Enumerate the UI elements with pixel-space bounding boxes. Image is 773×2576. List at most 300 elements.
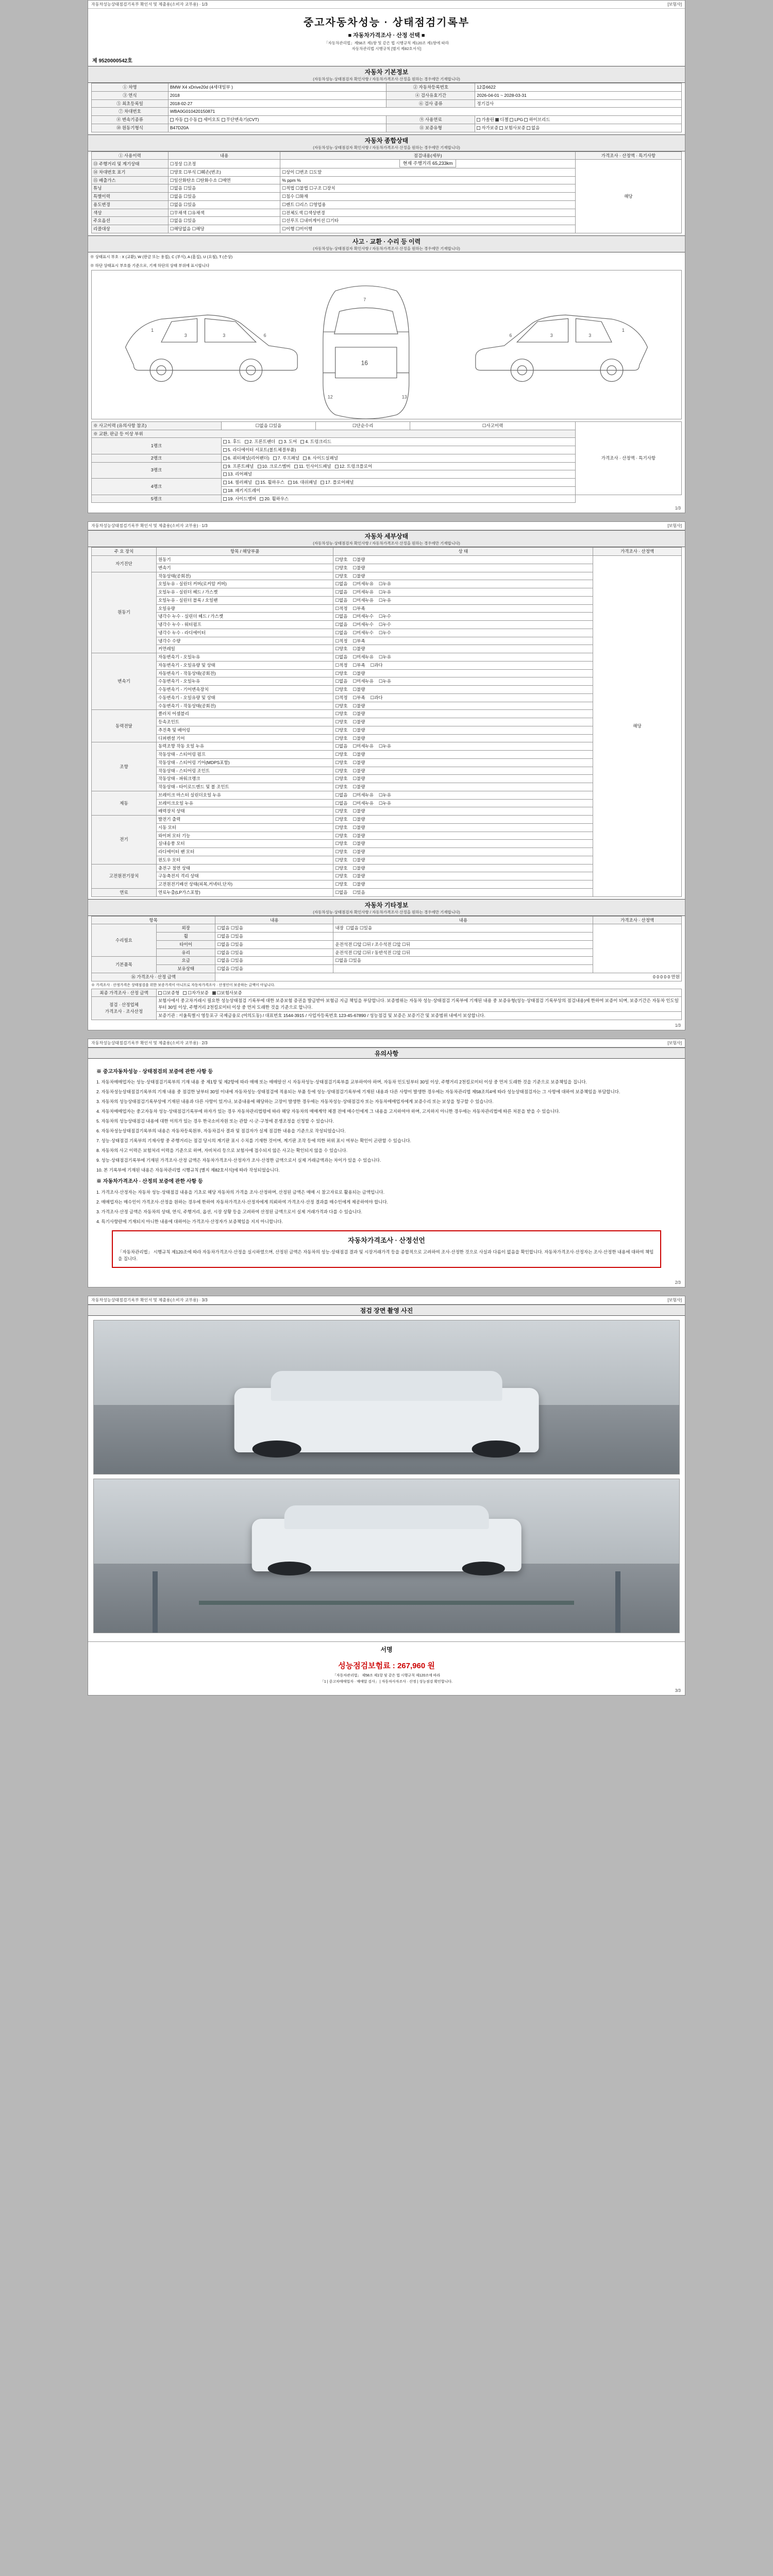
detail-state-option[interactable]: ☐부족 xyxy=(352,694,365,700)
etc-row-0-b[interactable]: ☐없음 ☐있음 xyxy=(215,924,333,933)
detail-state-cell[interactable] xyxy=(333,556,593,564)
detail-state-cell[interactable] xyxy=(333,767,593,775)
detail-part-label: 작동상태(공회전) xyxy=(156,572,333,580)
overall-head-2: 점검내용(세부) xyxy=(280,151,576,160)
basic-row-1-v1: 2018 xyxy=(168,91,386,99)
detail-state-option[interactable]: ☐누유 xyxy=(378,597,391,603)
detail-state-option[interactable]: ☐양호 xyxy=(335,573,348,579)
detail-part-label: 자동변속기 - 작동상태(공회전) xyxy=(156,669,333,677)
detail-part-label: 수동변속기 - 오일유량 및 상태 xyxy=(156,693,333,702)
detail-state-option[interactable]: ☐양호 xyxy=(335,565,348,570)
detail-state-option[interactable]: ☐미세누유 xyxy=(352,597,374,603)
detail-state-option[interactable]: ☐부족 xyxy=(352,605,365,611)
detail-state-option[interactable]: ☐불량 xyxy=(352,882,365,887)
detail-state-cell[interactable] xyxy=(333,840,593,848)
detail-state-option[interactable]: ☐양호 xyxy=(335,670,348,676)
overall-row-1-a[interactable]: ☐양호 ☐부식 ☐훼손(변조) xyxy=(168,168,280,176)
detail-state-option[interactable]: ☐누수 xyxy=(378,630,391,635)
document-header xyxy=(88,9,685,55)
detail-state-option[interactable]: ☐미세누유 xyxy=(352,792,374,798)
overall-row-7-b[interactable]: ☐선루프 ☐내비게이션 ☐기타 xyxy=(280,217,576,225)
detail-part-label: 디퍼렌셜 기어 xyxy=(156,734,333,742)
detail-state-option[interactable]: ☐불량 xyxy=(352,857,365,862)
detail-state-option[interactable]: ☐없음 xyxy=(335,792,348,798)
detail-state-option[interactable]: ☐적정 xyxy=(335,694,348,700)
detail-state-option[interactable]: ☐누유 xyxy=(378,654,391,659)
detail-state-option[interactable]: ☐미세누수 xyxy=(352,614,374,619)
band-detail xyxy=(88,530,685,547)
detail-part-label: 변속기 xyxy=(156,564,333,572)
basic-row-4-l2: ⑨ 사용연료 xyxy=(386,116,475,124)
detail-state-option[interactable]: ☐미세누유 xyxy=(352,679,374,684)
detail-state-cell[interactable] xyxy=(333,864,593,872)
detail-part-label: 작동상태 - 타이로드엔드 및 볼 조인트 xyxy=(156,783,333,791)
lift-column-right xyxy=(615,1571,620,1633)
overall-row-5-b[interactable]: ☐렌트 ☐리스 ☐영업용 xyxy=(280,200,576,209)
overall-row-3-a[interactable]: ☐없음 ☐있음 xyxy=(168,184,280,193)
detail-state-option[interactable]: ☐불량 xyxy=(352,703,365,708)
detail-part-label: 와이퍼 모터 기능 xyxy=(156,832,333,840)
checkbox-part-9[interactable] xyxy=(223,465,227,468)
overall-row-0-a[interactable]: ☐정상 ☐조정 xyxy=(168,160,280,168)
detail-state-option[interactable]: ☐양호 xyxy=(335,833,348,838)
detail-state-option[interactable]: ☐없음 xyxy=(335,581,348,587)
overall-row-2-k: ⑮ 배출가스 xyxy=(92,176,169,184)
detail-state-option[interactable]: ☐누유 xyxy=(378,792,391,798)
basic-row-3-l1: ⑦ 차대번호 xyxy=(92,108,169,116)
checkbox-part-12[interactable] xyxy=(335,465,339,468)
detail-state-cell[interactable] xyxy=(333,872,593,880)
warranty-opts-cell[interactable] xyxy=(156,989,681,997)
detail-part-label: 시동 모터 xyxy=(156,823,333,832)
etc-row-3-b[interactable]: ☐없음 ☐있음 xyxy=(215,948,333,957)
detail-state-cell[interactable] xyxy=(333,832,593,840)
part-label: 17. 플로어패널 xyxy=(325,480,354,485)
detail-state-cell[interactable] xyxy=(333,880,593,889)
detail-state-cell[interactable] xyxy=(333,653,593,662)
table-row xyxy=(92,495,682,503)
detail-state-option[interactable]: ☐양호 xyxy=(335,817,348,822)
detail-state-option[interactable]: ☐불량 xyxy=(352,776,365,782)
detail-state-option[interactable]: ☐불량 xyxy=(352,687,365,692)
checkbox-part-15[interactable] xyxy=(256,481,259,484)
detail-state-option[interactable]: ☐미세누유 xyxy=(352,589,374,595)
detail-state-cell[interactable] xyxy=(333,799,593,807)
part-label: 5. 라디에이터 서포트(볼트체결부품) xyxy=(227,447,296,452)
basic-row-0-v2: 12를6622 xyxy=(475,83,682,92)
detail-state-cell[interactable] xyxy=(333,718,593,726)
detail-part-label: 원동기 xyxy=(156,556,333,564)
detail-state-cell[interactable] xyxy=(333,564,593,572)
detail-state-cell[interactable] xyxy=(333,669,593,677)
etc-head-3: 가격조사 · 산정액 xyxy=(593,916,682,924)
overall-row-8-b[interactable]: ☐이행 ☐미이행 xyxy=(280,225,576,233)
checkbox-part-11[interactable] xyxy=(294,465,298,468)
etc-row-0-c[interactable] xyxy=(333,924,593,933)
detail-state-option[interactable]: ☐불량 xyxy=(352,873,365,879)
detail-state-option[interactable]: ☐양호 xyxy=(335,882,348,887)
detail-state-cell[interactable] xyxy=(333,645,593,653)
overall-row-5-k: 용도변경 xyxy=(92,200,169,209)
checkbox-part-16[interactable] xyxy=(288,481,292,484)
checkbox-part-13[interactable] xyxy=(223,472,227,476)
warranty-opt-label: ☐보증형 xyxy=(162,990,180,995)
detail-state-option[interactable]: ☐불량 xyxy=(352,833,365,838)
etc-wrap xyxy=(88,916,685,1022)
checkbox-part-4[interactable] xyxy=(300,440,304,444)
notice-item-8: 9. 성능·상태점검기록부에 기재된 가격조사·산정 금액은 자동차가격조사·산정자가 조사·산정한 금액으로서 실제 거래금액과는 차이가 있을 수 있습니다. xyxy=(96,1158,381,1163)
detail-state-cell[interactable] xyxy=(333,661,593,669)
address-note-cell: 보증기관 : 서울특별시 영등포구 국제금융로 (여의도동) / 대표번호 1544-3915 / 사업자등록번호 123-45-67890 / 성능점검 및 보증은 보증기간 및 보증범위 내에서 보상합니다. xyxy=(156,1011,681,1020)
table-row xyxy=(92,124,682,132)
detail-state-cell[interactable] xyxy=(333,888,593,896)
checkbox-fuel-lpg[interactable] xyxy=(510,118,513,122)
etc-row-5-c[interactable] xyxy=(333,965,593,973)
part-label: 2. 프론트팬더 xyxy=(249,439,276,445)
detail-state-cell[interactable] xyxy=(333,783,593,791)
overall-row-7-a[interactable]: ☐없음 ☐있음 xyxy=(168,217,280,225)
detail-state-option[interactable]: ☐양호 xyxy=(335,865,348,871)
checkbox-part-18[interactable] xyxy=(223,489,227,493)
checkbox-part-20[interactable] xyxy=(260,497,263,501)
checkbox-part-10[interactable] xyxy=(258,465,261,468)
detail-state-option[interactable]: ☐미세누유 xyxy=(352,743,374,749)
detail-part-label: 오일누유 - 실린더 커버(로커암 커버) xyxy=(156,580,333,588)
notice-item-0: 1. 자동차매매업자는 성능·상태점검기록부의 기재 내용 중 제1항 및 제2항에 따라 매매 또는 매매알선 시 자동차성능·상태점검기록부를 교부하여야 하며, 자동차 인도일부터 30일 이상, 주행거리 2천킬로미터 이상 중 먼저 도래한 것을 기준으로 보증책임을 집니다. xyxy=(96,1079,587,1084)
overall-row-0-k: ⑬ 주행거리 및 계기상태 xyxy=(92,160,169,168)
checkbox-fuel-gasoline[interactable] xyxy=(477,118,480,122)
etc-row-1-b[interactable]: ☐없음 ☐있음 xyxy=(215,933,333,941)
checkbox-part-3[interactable] xyxy=(279,440,282,444)
checkbox-part-2[interactable] xyxy=(245,440,248,444)
checkbox-part-8[interactable] xyxy=(303,456,307,460)
checkbox-part-6[interactable] xyxy=(223,456,227,460)
detail-state-option[interactable]: ☐누유 xyxy=(378,581,391,587)
detail-part-label: 윈도우 모터 xyxy=(156,856,333,864)
detail-state-option[interactable]: ☐미세누유 xyxy=(352,654,374,659)
detail-state-option[interactable]: ☐양호 xyxy=(335,752,348,757)
detail-state-option[interactable]: ☐누유 xyxy=(378,743,391,749)
detail-state-option[interactable]: ☐없음 xyxy=(335,889,348,895)
detail-state-option[interactable]: ☐불량 xyxy=(352,784,365,789)
basic-info-table xyxy=(91,83,682,132)
etc-head-2: 내용 xyxy=(333,916,593,924)
detail-state-cell[interactable] xyxy=(333,677,593,686)
detail-state-cell[interactable] xyxy=(333,734,593,742)
detail-state-option[interactable]: ☐양호 xyxy=(335,711,348,717)
detail-state-option[interactable]: ☐미세누유 xyxy=(352,800,374,806)
detail-group-6: 전기 xyxy=(92,816,157,865)
detail-state-option[interactable]: ☐불량 xyxy=(352,646,365,652)
detail-state-option[interactable]: ☐양호 xyxy=(335,719,348,724)
detail-part-label: 발전기 출력 xyxy=(156,816,333,824)
detail-state-option[interactable]: ☐있음 xyxy=(352,889,365,895)
detail-part-label: 등속조인트 xyxy=(156,718,333,726)
detail-state-option[interactable]: ☐없음 xyxy=(335,743,348,749)
detail-state-option[interactable]: ☐불량 xyxy=(352,841,365,846)
detail-state-cell[interactable] xyxy=(333,588,593,597)
overall-row-4-a[interactable]: ☐없음 ☐있음 xyxy=(168,193,280,201)
detail-state-option[interactable]: ☐과다 xyxy=(370,662,383,668)
detail-state-cell[interactable] xyxy=(333,637,593,645)
detail-head-3: 가격조사 · 산정액 xyxy=(593,548,682,556)
table-header-row xyxy=(92,151,682,160)
detail-part-label: 라디에이터 팬 모터 xyxy=(156,848,333,856)
notice-item-1: 2. 자동차성능상태점검기록부의 기재 내용 중 점검한 날부터 30일 이내에 자동차성능·상태점검에 적용되는 부품 등에 성능·상태점검기록부에 기재된 내용과 다른 사항이 발생한 경우에는 자동차관리법 제58조의4에 따라 성능상태점검자는 그 사항에 대하여 보증책임을 부담합니다. xyxy=(96,1089,620,1095)
detail-state-option[interactable]: ☐적정 xyxy=(335,638,348,643)
detail-state-option[interactable]: ☐양호 xyxy=(335,841,348,846)
detail-state-option[interactable]: ☐양호 xyxy=(335,735,348,741)
notice-item-b-1: 2. 매매업자는 매수인이 가격조사·산정을 원하는 경우에 한하여 자동차가격조사·산정자에게 의뢰하여 가격조사·산정 결과를 매수인에게 제공하여야 합니다. xyxy=(96,1199,388,1205)
detail-state-option[interactable]: ☐양호 xyxy=(335,824,348,830)
part-label: 4. 트렁크리드 xyxy=(305,439,331,445)
overall-row-3-b[interactable]: ☐적법 ☐불법 ☐구조 ☐장치 xyxy=(280,184,576,193)
detail-state-option[interactable]: ☐불량 xyxy=(352,573,365,579)
detail-state-option[interactable]: ☐없음 xyxy=(335,597,348,603)
overall-row-2-a[interactable]: ☐일산화탄소 ☐탄화수소 ☐매연 xyxy=(168,176,280,184)
detail-state-option[interactable]: ☐없음 xyxy=(335,800,348,806)
notice-item-5: 6. 자동차성능상태점검기록부의 내용은 자동차등록원부, 자동차검사 결과 및 점검자가 실제 점검한 내용을 기준으로 작성되었습니다. xyxy=(96,1128,346,1134)
detail-part-label: 작동상태 - 스티어링 펌프 xyxy=(156,751,333,759)
rank-3-items-2 xyxy=(221,470,575,479)
overall-head-3: 가격조사 · 산정액 · 특기사항 xyxy=(575,151,681,160)
checkbox-part-5[interactable] xyxy=(223,448,227,452)
overall-row-1-b[interactable]: ☐상이 ☐변조 ☐도말 xyxy=(280,168,576,176)
detail-state-cell[interactable] xyxy=(333,816,593,824)
etc-row-2-c[interactable]: 운전석전 ☐앞 ☐뒤 / 조수석전 ☐앞 ☐뒤 xyxy=(333,940,593,948)
detail-state-option[interactable]: ☐양호 xyxy=(335,857,348,862)
photo-footer-1: 「자동차관리법」 제58조 제1항 및 같은 법 시행규칙 제120조에 따라 xyxy=(332,1673,441,1677)
detail-state-cell[interactable] xyxy=(333,702,593,710)
part-label: 7. 루프패널 xyxy=(277,455,300,461)
checkbox-warranty-none[interactable] xyxy=(527,126,530,130)
detail-state-option[interactable]: ☐양호 xyxy=(335,646,348,652)
detail-state-option[interactable]: ☐불량 xyxy=(352,727,365,733)
checkbox-transmission-semi[interactable] xyxy=(198,118,202,122)
overall-row-2-b[interactable]: % ppm % xyxy=(280,176,576,184)
detail-part-label: 실내송풍 모터 xyxy=(156,840,333,848)
rank-5-blank xyxy=(575,495,681,503)
detail-state-option[interactable]: ☐불량 xyxy=(352,817,365,822)
detail-state-option[interactable]: ☐미세누유 xyxy=(352,581,374,587)
etc-row-4-b[interactable]: ☐없음 ☐있음 xyxy=(215,957,333,965)
detail-state-cell[interactable] xyxy=(333,848,593,856)
basic-row-0-l1: ① 차명 xyxy=(92,83,169,92)
overall-row-6-b[interactable]: ☐전체도색 ☐색상변경 xyxy=(280,209,576,217)
overall-row-8-a[interactable]: ☐해당없음 ☐해당 xyxy=(168,225,280,233)
detail-state-option[interactable]: ☐부족 xyxy=(352,662,365,668)
detail-state-option[interactable]: ☐없음 xyxy=(335,622,348,627)
checkbox-transmission-manual[interactable] xyxy=(184,118,188,122)
detail-state-cell[interactable] xyxy=(333,726,593,734)
accident-head-3[interactable]: ☐사고이력 xyxy=(410,421,576,430)
diagram-num: 7 xyxy=(363,297,366,302)
checkbox-warranty-type-2[interactable] xyxy=(183,991,187,995)
page-1 xyxy=(88,0,685,513)
checkbox-part-7[interactable] xyxy=(273,456,277,460)
overall-row-1-k: ⑭ 차대번호 표기 xyxy=(92,168,169,176)
checkbox-transmission-auto[interactable] xyxy=(170,118,174,122)
table-row xyxy=(92,924,682,933)
detail-state-option[interactable]: ☐불량 xyxy=(352,752,365,757)
detail-state-option[interactable]: ☐불량 xyxy=(352,557,365,562)
detail-state-cell[interactable] xyxy=(333,621,593,629)
detail-state-option[interactable]: ☐양호 xyxy=(335,557,348,562)
overall-row-3-k: 튜닝 xyxy=(92,184,169,193)
checkbox-warranty-insurer[interactable] xyxy=(499,126,503,130)
detail-state-option[interactable]: ☐불량 xyxy=(352,759,365,765)
photo-footer-2: 「1 | 중고차매매업자 · 매매알 검사」 | 자동차사자조사 · 산정 | 성능점검 확인합니다. xyxy=(320,1680,453,1684)
detail-state-option[interactable]: ☐양호 xyxy=(335,703,348,708)
detail-state-cell[interactable] xyxy=(333,629,593,637)
accident-head-2[interactable]: ☐단순수리 xyxy=(316,421,410,430)
overall-row-6-a[interactable]: ☐무채색 ☐유채색 xyxy=(168,209,280,217)
table-row xyxy=(92,116,682,124)
checkbox-part-17[interactable] xyxy=(321,481,324,484)
checkbox-warranty-type-1[interactable] xyxy=(158,991,162,995)
detail-state-option[interactable]: ☐미세누수 xyxy=(352,622,374,627)
checkbox-part-1[interactable] xyxy=(223,440,227,444)
checkbox-part-14[interactable] xyxy=(223,481,227,484)
opt-diesel: 디젤 xyxy=(500,117,509,122)
page-1-foot: 1/3 xyxy=(675,506,681,511)
company-label: 점검 · 산정업체 xyxy=(109,1002,139,1008)
etc-row-1-c[interactable] xyxy=(333,933,593,941)
table-row xyxy=(92,108,682,116)
part-label: 20. 휠하우스 xyxy=(264,496,289,501)
detail-state-option[interactable]: ☐누수 xyxy=(378,614,391,619)
detail-state-option[interactable]: ☐누유 xyxy=(378,679,391,684)
rank-1-label: 1랭크 xyxy=(92,438,222,454)
detail-state-cell[interactable] xyxy=(333,613,593,621)
detail-state-option[interactable]: ☐없음 xyxy=(335,589,348,595)
price-label-2: 가격조사 · 조사산정 xyxy=(105,1008,143,1014)
table-row xyxy=(92,556,682,564)
detail-state-option[interactable]: ☐미세누수 xyxy=(352,630,374,635)
table-header-row xyxy=(92,916,682,924)
notice-item-6: 7. 성능·상태점검 기록부의 기재사항 중 주행거리는 점검 당시의 계기판 표시 수치를 기재한 것이며, 계기판 조작 등에 의한 허위 표시 여부는 확인이 곤란할 수 있습니다. xyxy=(96,1138,411,1144)
page-3-foot: 2/3 xyxy=(675,1280,681,1285)
detail-state-option[interactable]: ☐양호 xyxy=(335,776,348,782)
detail-state-option[interactable]: ☐과다 xyxy=(370,694,383,700)
etc-row-5-b[interactable]: ☐없음 ☐있음 xyxy=(215,965,333,973)
detail-state-cell[interactable] xyxy=(333,580,593,588)
detail-state-cell[interactable] xyxy=(333,596,593,604)
detail-state-option[interactable]: ☐불량 xyxy=(352,719,365,724)
detail-state-cell[interactable] xyxy=(333,710,593,718)
etc-row-3-c[interactable]: 운전석전 ☐앞 ☐뒤 / 동반석전 ☐앞 ☐뒤 xyxy=(333,948,593,957)
diagram-num: 1 xyxy=(151,327,154,333)
detail-state-cell[interactable] xyxy=(333,791,593,799)
detail-state-cell[interactable] xyxy=(333,823,593,832)
page-2-topnote xyxy=(88,522,685,530)
etc-row-0-k: 수리필요 xyxy=(92,924,157,957)
checkbox-warranty-self[interactable] xyxy=(477,126,480,130)
detail-state-option[interactable]: ☐없음 xyxy=(335,654,348,659)
detail-state-cell[interactable] xyxy=(333,604,593,613)
topnote3-left: 자동차성능상태점검기록부 확인서 및 제출용(소비자 교부용) · 2/3 xyxy=(91,1040,208,1045)
band-accident-note: (자동차성능·상태점검자 확인사항 / 자동차가격조사·산정을 원하는 경우에만 기재합니다) xyxy=(313,246,460,251)
detail-state-option[interactable]: ☐불량 xyxy=(352,849,365,854)
serial-value: 9520000542호 xyxy=(98,58,132,64)
detail-state-cell[interactable] xyxy=(333,693,593,702)
checkbox-fuel-diesel[interactable] xyxy=(495,118,499,122)
detail-group-8: 연료 xyxy=(92,888,157,896)
detail-state-option[interactable]: ☐양호 xyxy=(335,784,348,789)
etc-row-2-b[interactable]: ☐없음 ☐있음 xyxy=(215,940,333,948)
detail-state-option[interactable]: ☐적정 xyxy=(335,605,348,611)
detail-state-cell[interactable] xyxy=(333,742,593,751)
band-basic-note: (자동차성능·상태점검자 확인사항 / 자동차가격조사·산정을 원하는 경우에만 기재합니다) xyxy=(313,77,460,81)
detail-state-option[interactable]: ☐없음 xyxy=(335,679,348,684)
detail-state-option[interactable]: ☐부족 xyxy=(352,638,365,643)
detail-state-option[interactable]: ☐없음 xyxy=(335,614,348,619)
checkbox-transmission-cvt[interactable] xyxy=(222,118,225,122)
document-subtitle: ■ 자동차가격조사 · 산정 선택 ■ xyxy=(348,32,425,39)
detail-state-option[interactable]: ☐불량 xyxy=(352,565,365,570)
part-label: 11. 인사이드패널 xyxy=(298,463,331,469)
detail-state-option[interactable]: ☐불량 xyxy=(352,768,365,773)
detail-state-option[interactable]: ☐불량 xyxy=(352,865,365,871)
photo-car-body-2 xyxy=(252,1519,522,1571)
overall-row-5-a[interactable]: ☐없음 ☐있음 xyxy=(168,200,280,209)
detail-state-cell[interactable] xyxy=(333,686,593,694)
detail-state-option[interactable]: ☐적정 xyxy=(335,662,348,668)
etc-row-4-c[interactable]: ☐없음 ☐있음 xyxy=(333,957,593,965)
topnote-left: 자동차성능상태점검기록부 확인서 및 제출용(소비자 교부용) · 1/3 xyxy=(91,2,208,7)
detail-state-cell[interactable] xyxy=(333,807,593,816)
detail-state-option[interactable]: ☐불량 xyxy=(352,711,365,717)
etc-row-5-a: 보유상태 xyxy=(156,965,215,973)
checkbox-warranty-type-3[interactable] xyxy=(212,991,216,995)
rank-4-items-2 xyxy=(221,486,575,495)
detail-group-7: 고전원전기장치 xyxy=(92,864,157,888)
detail-state-option[interactable]: ☐양호 xyxy=(335,687,348,692)
lift-arm xyxy=(199,1601,574,1605)
warranty-opt-label: ☐자가보증 xyxy=(188,990,209,995)
detail-state-cell[interactable] xyxy=(333,572,593,580)
diagram-num: 3 xyxy=(550,332,553,338)
basic-row-5-v2 xyxy=(475,124,682,132)
page-2 xyxy=(88,521,685,1030)
detail-state-option[interactable]: ☐양호 xyxy=(335,873,348,879)
accident-head-1[interactable]: ☐없음 ☐있음 xyxy=(221,421,315,430)
band-notice xyxy=(88,1047,685,1059)
detail-state-option[interactable]: ☐불량 xyxy=(352,735,365,741)
checkbox-fuel-hybrid[interactable] xyxy=(524,118,528,122)
detail-state-option[interactable]: ☐불량 xyxy=(352,808,365,814)
detail-state-option[interactable]: ☐누유 xyxy=(378,800,391,806)
checkbox-part-19[interactable] xyxy=(223,497,227,501)
overall-head-1: 내용 xyxy=(168,151,280,160)
overall-row-4-b[interactable]: ☐침수 ☐화재 xyxy=(280,193,576,201)
detail-state-option[interactable]: ☐양호 xyxy=(335,808,348,814)
detail-state-cell[interactable] xyxy=(333,856,593,864)
detail-state-option[interactable]: ☐양호 xyxy=(335,849,348,854)
detail-state-cell[interactable] xyxy=(333,751,593,759)
detail-state-option[interactable]: ☐양호 xyxy=(335,727,348,733)
detail-state-option[interactable]: ☐누수 xyxy=(378,622,391,627)
detail-state-option[interactable]: ☐양호 xyxy=(335,759,348,765)
detail-state-option[interactable]: ☐없음 xyxy=(335,630,348,635)
detail-state-option[interactable]: ☐양호 xyxy=(335,768,348,773)
topnote-right: [보험사] xyxy=(667,2,682,7)
detail-state-cell[interactable] xyxy=(333,775,593,783)
detail-state-option[interactable]: ☐불량 xyxy=(352,824,365,830)
detail-state-cell[interactable] xyxy=(333,758,593,767)
detail-state-option[interactable]: ☐불량 xyxy=(352,670,365,676)
detail-state-option[interactable]: ☐누유 xyxy=(378,589,391,595)
